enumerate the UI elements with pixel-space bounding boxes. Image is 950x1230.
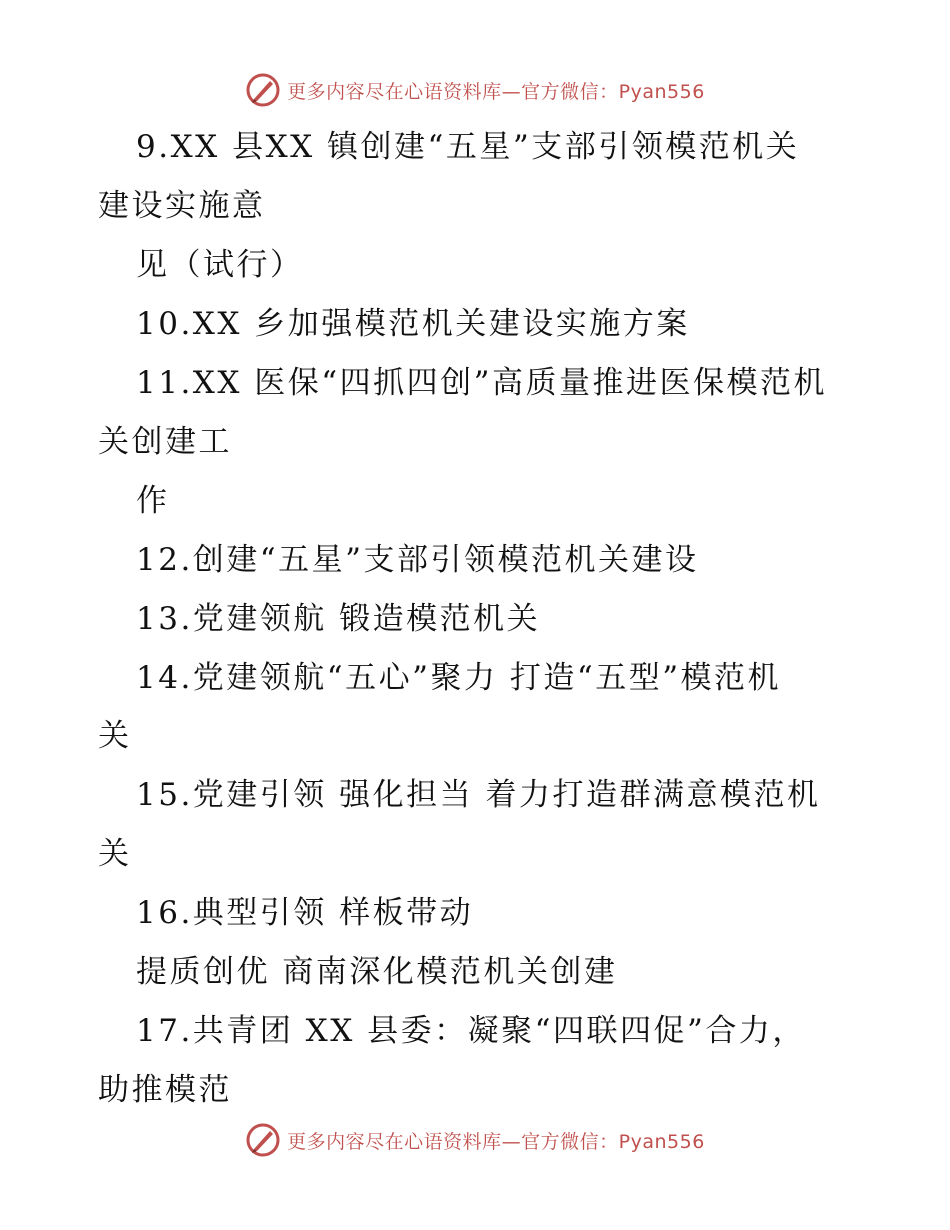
list-item: 10.XX 乡加强模范机关建设实施方案 [136,306,690,342]
pen-logo-icon [245,72,281,108]
list-item-continuation: 关 [98,836,132,872]
list-item: 16.典型引领 样板带动 [136,895,474,931]
list-item: 9.XX 县XX 镇创建“五星”支部引领模范机关 [136,129,800,165]
list-item: 11.XX 医保“四抓四创”高质量推进医保模范机 [136,365,827,401]
list-item-continuation: 建设实施意 [98,188,266,224]
pen-logo-icon [245,1122,281,1158]
watermark-text: 更多内容尽在心语资料库—官方微信：Pyan556 [287,80,705,103]
list-item: 12.创建“五星”支部引领模范机关建设 [136,542,699,578]
list-item: 13.党建领航 锻造模范机关 [136,601,541,637]
list-item: 15.党建引领 强化担当 着力打造群满意模范机 [136,777,821,813]
list-item-continuation: 见（试行） [136,247,304,283]
header-watermark [0,70,950,110]
list-item-continuation: 作 [136,483,170,519]
list-item-continuation: 提质创优 商南深化模范机关创建 [136,954,618,990]
list-item: 14.党建领航“五心”聚力 打造“五型”模范机 [136,660,782,696]
list-item-continuation: 助推模范 [98,1072,232,1108]
footer-watermark [0,1120,950,1160]
list-item: 17.共青团 XX 县委：凝聚“四联四促”合力， [136,1013,806,1049]
list-item-continuation: 关 [98,718,132,754]
watermark-text: 更多内容尽在心语资料库—官方微信：Pyan556 [287,1130,705,1153]
list-item-continuation: 关创建工 [98,424,232,460]
